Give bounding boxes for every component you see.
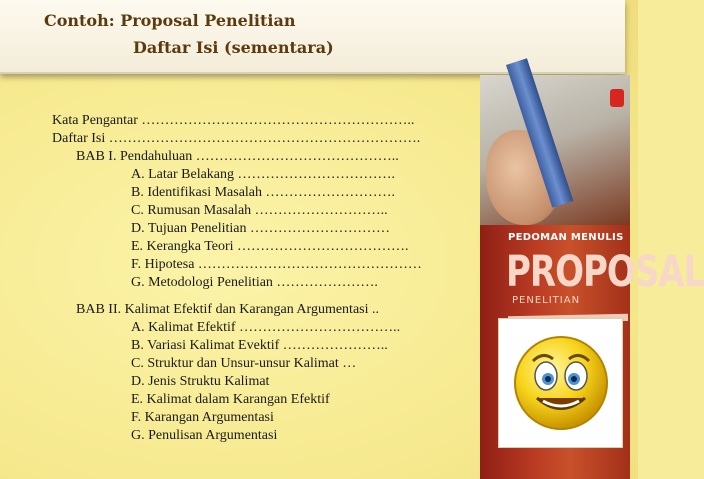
toc-line: G. Metodologi Penelitian …………………. xyxy=(131,275,378,290)
toc-line: E. Kalimat dalam Karangan Efektif xyxy=(131,392,330,407)
toc-line: B. Identifikasi Masalah ………………………. xyxy=(131,185,396,200)
toc-line: B. Variasi Kalimat Evektif ………………….. xyxy=(131,338,388,353)
slide-subtitle: Daftar Isi (sementara) xyxy=(133,38,334,57)
toc-line: Kata Pengantar ………………………………………………….. xyxy=(52,113,415,128)
toc-line: D. Tujuan Penelitian ………………………… xyxy=(131,221,391,236)
toc-line: D. Jenis Struktu Kalimat xyxy=(131,374,270,389)
book-cover-subtitle: PENELITIAN xyxy=(512,295,581,306)
toc-line: E. Kerangka Teori ………………………………. xyxy=(131,239,409,254)
smiley-face-icon xyxy=(509,331,613,435)
toc-line: F. Hipotesa ………………………………………… xyxy=(131,257,422,272)
book-cover-title: PROPOSAL xyxy=(506,247,704,297)
toc-line: A. Kalimat Efektif …………………………….. xyxy=(131,320,401,335)
publisher-logo-icon xyxy=(610,89,624,107)
toc-line: G. Penulisan Argumentasi xyxy=(131,428,278,443)
toc-line: C. Rumusan Masalah ……………………….. xyxy=(131,203,388,218)
slide-title: Contoh: Proposal Penelitian xyxy=(44,11,296,30)
toc-line: A. Latar Belakang ……………………………. xyxy=(131,167,396,182)
toc-chapter-heading: BAB I. Pendahuluan …………………………………….. xyxy=(76,149,399,164)
toc-line: F. Karangan Argumentasi xyxy=(131,410,274,425)
toc-line: C. Struktur dan Unsur-unsur Kalimat … xyxy=(131,356,357,371)
toc-chapter-heading: BAB II. Kalimat Efektif dan Karangan Argumentasi .. xyxy=(76,302,379,317)
book-cover-label: PEDOMAN MENULIS xyxy=(508,232,624,243)
toc-line: Daftar Isi …………………………………………………………. xyxy=(52,131,421,146)
smiley-image-frame xyxy=(498,318,623,448)
